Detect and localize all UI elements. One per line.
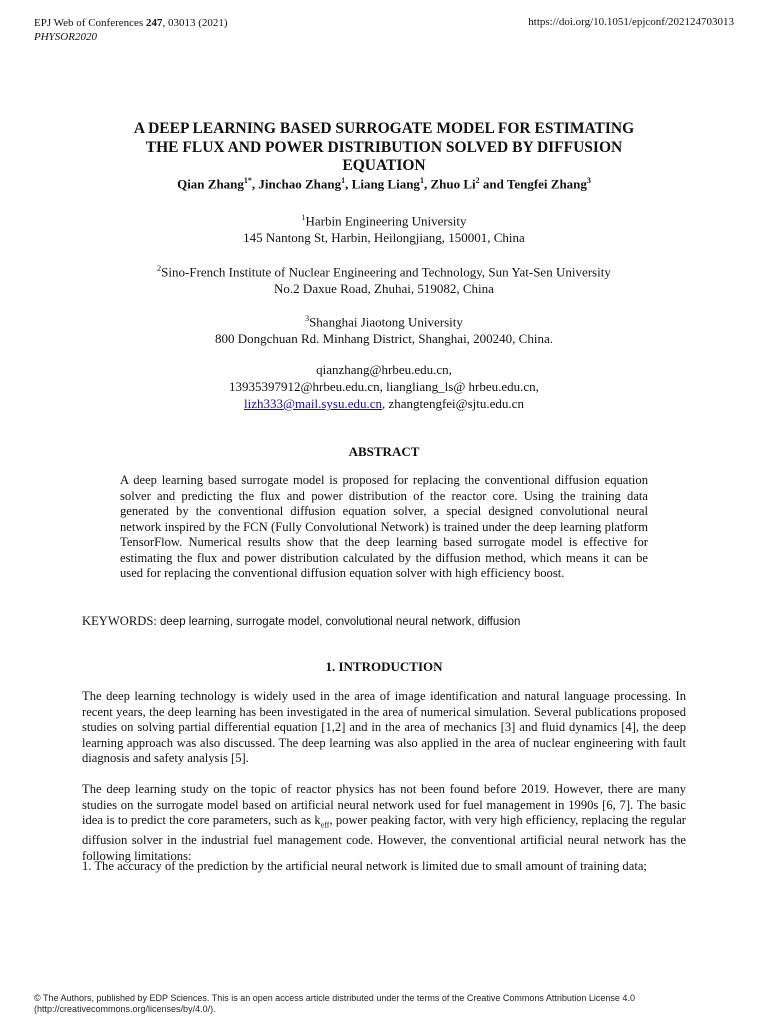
affiliation-name: Harbin Engineering University	[305, 213, 467, 229]
author-list	[60, 176, 708, 192]
intro-list-item-1: 1. The accuracy of the prediction by the artificial neural network is limited due to small amount of training data;	[82, 859, 647, 873]
affiliation-sup: 3	[305, 314, 310, 323]
affiliation-2	[60, 260, 708, 297]
author-affil-sup: 2	[475, 176, 480, 185]
affiliation-address: 800 Dongchuan Rd. Minhang District, Shanghai, 200240, China.	[215, 331, 553, 347]
author-separator: ,	[423, 176, 431, 192]
title-line: EQUATION	[342, 157, 426, 174]
article-number: , 03013 (2021)	[162, 17, 228, 29]
email-line: , zhangtengfei@sjtu.edu.cn	[382, 396, 524, 411]
paragraph-text: The deep learning study on the topic of reactor physics has not been found before 2019. However, there are many studies on the surrogate model based on artificial neural network used for fuel management in 1990s [6, 7]. The basic idea is to predict the core parameters, such as k	[82, 782, 686, 827]
author-separator: ,	[251, 176, 259, 192]
section-heading-introduction: 1. INTRODUCTION	[325, 659, 443, 674]
affiliation-address: 145 Nantong St, Harbin, Heilongjiang, 150001, China	[243, 230, 525, 246]
keywords	[82, 614, 520, 629]
intro-paragraph-2	[82, 782, 686, 864]
author-emails	[60, 361, 708, 412]
author-name: Tengfei Zhang	[506, 176, 587, 192]
affiliation-name: Sino-French Institute of Nuclear Engineering and Technology, Sun Yat-Sen University	[161, 264, 611, 280]
conference-name: PHYSOR2020	[34, 31, 97, 43]
author-name: Jinchao Zhang	[258, 176, 342, 192]
affiliation-sup: 1	[301, 213, 306, 222]
author-name: Qian Zhang	[177, 176, 244, 192]
running-header	[34, 16, 228, 44]
journal-citation	[34, 16, 228, 30]
journal-volume: 247	[145, 17, 163, 29]
author-name: Zhuo Li	[430, 176, 476, 192]
affiliation-name: Shanghai Jiaotong University	[309, 314, 463, 330]
intro-paragraph-1: The deep learning technology is widely used in the area of image identification and natural language processing. In recent years, the deep learning has been investigated in the area of numerical simulation. Several publications proposed studies on solving partial differential equation [1,2] and in the area of mechanics [3] and fluid dynamics [4], the deep learning approach was also discussed. The deep learning was also applied in the area of nuclear engineering with fault diagnosis and safety analysis [5].	[82, 689, 686, 765]
keywords-value: deep learning, surrogate model, convolutional neural network, diffusion	[160, 616, 521, 628]
title-line: A DEEP LEARNING BASED SURROGATE MODEL FOR ESTIMATING	[133, 120, 635, 137]
email-line: 13935397912@hrbeu.edu.cn, liangliang_ls@ hrbeu.edu.cn,	[229, 379, 539, 394]
subscript: eff	[320, 820, 330, 830]
author-affil-sup: 1	[341, 176, 346, 185]
doi-link[interactable]: https://doi.org/10.1051/epjconf/202124703013	[528, 16, 734, 28]
email-line: qianzhang@hrbeu.edu.cn,	[316, 362, 452, 377]
keywords-label: KEYWORDS:	[82, 614, 161, 628]
abstract-heading: ABSTRACT	[348, 444, 420, 459]
author-name: Liang Liang	[351, 176, 420, 192]
license-text: © The Authors, published by EDP Sciences. This is an open access article distributed under the terms of the Creative Commons Attribution License 4.0	[34, 993, 635, 1003]
affiliation-sup: 2	[157, 264, 162, 273]
author-affil-sup: 1*	[243, 176, 252, 185]
license-footer	[34, 993, 734, 1015]
journal-name: EPJ Web of Conferences	[34, 17, 146, 29]
author-affil-sup: 3	[586, 176, 591, 185]
email-link[interactable]: lizh333@mail.sysu.edu.cn	[244, 396, 383, 411]
affiliation-3	[60, 310, 708, 347]
paragraph-text: , power peaking factor, with very high efficiency, replacing the regular diffusion solver in the industrial fuel management code. However, the conventional artificial neural network has the following limitations:	[82, 813, 686, 863]
author-separator: ,	[345, 176, 352, 192]
license-url[interactable]: (http://creativecommons.org/licenses/by/4.0/).	[34, 1004, 216, 1014]
author-separator: and	[479, 176, 507, 192]
affiliation-1	[60, 209, 708, 246]
affiliation-address: No.2 Daxue Road, Zhuhai, 519082, China	[274, 281, 494, 297]
paper-title	[60, 120, 708, 176]
abstract-text: A deep learning based surrogate model is proposed for replacing the conventional diffusion equation solver and predicting the flux and power distribution of the reactor core. Using the training data generated by the conventional diffusion equation solver, a special designed convolutional neural network inspired by the FCN (Fully Convolutional Network) is trained under the deep learning platform TensorFlow. Numerical results show that the deep learning based surrogate model is effective for estimating the flux and power distribution calculated by the diffusion method, which means it can be used for replacing the conventional diffusion equation solver with high efficiency boost.	[120, 473, 648, 580]
author-affil-sup: 1	[419, 176, 424, 185]
title-line: THE FLUX AND POWER DISTRIBUTION SOLVED BY DIFFUSION	[145, 138, 623, 156]
